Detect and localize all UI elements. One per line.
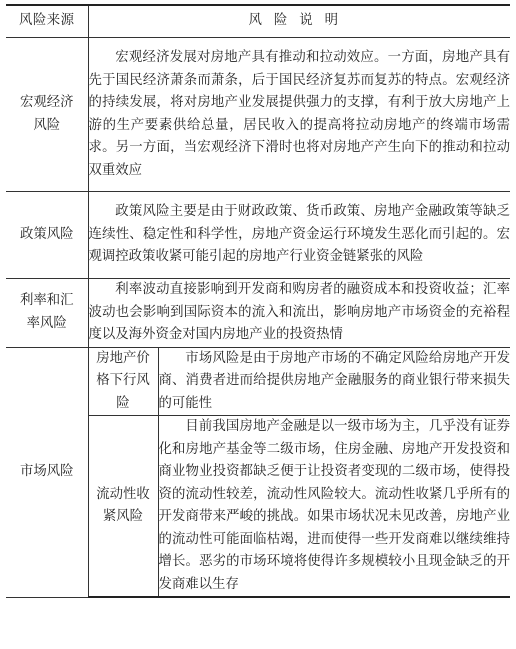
table-row — [6, 38, 510, 192]
sub-source-cell — [88, 347, 158, 416]
sub-description-cell: 目前我国房地产金融是以一级市场为主，几乎没有证券化和房地产基金等二级市场，住房金融、房地产开发投资和商业物业投资都缺乏便于让投资者变现的二级市场，使得投资的流动性较差，流动性风险较大。流动性收紧几乎所有的开发商带来严峻的挑战。如果市场状况未见改善，房地产业的流动性可能面临枯竭，进而使得一些开发商难以继续维持增长。恶劣的市场环境将使得许多规模较小且现金缺乏的开发商难以生存 — [158, 416, 510, 598]
source-cell — [6, 279, 88, 348]
source-label: 市场风险 — [19, 463, 74, 479]
sub-source-cell — [88, 416, 158, 598]
source-cell — [6, 347, 88, 597]
description-cell: 政策风险主要是由于财政政策、货币政策、房地产金融政策等缺乏连续性、稳定性和科学性，房地产资金运行环境发生恶化而引起的。宏观调控政策收紧可能引起的房地产行业资金链紧张的风险 — [88, 192, 510, 279]
table-row — [6, 347, 510, 416]
sub-source-label: 流动性收紧风险 — [96, 486, 150, 524]
table-row — [6, 279, 510, 348]
source-label: 利率和汇率风险 — [19, 293, 74, 331]
header-description: 风险说明 — [88, 5, 510, 38]
sub-source-label: 房地产价格下行风险 — [96, 350, 150, 411]
source-cell — [6, 38, 88, 192]
risk-table — [6, 4, 510, 598]
sub-description-cell: 市场风险是由于房地产市场的不确定风险给房地产开发商、消费者进而给提供房地产金融服务的商业银行带来损失的可能性 — [158, 347, 510, 416]
source-label: 政策风险 — [19, 226, 74, 242]
source-cell — [6, 192, 88, 279]
source-label: 宏观经济风险 — [19, 95, 74, 133]
header-source: 风险来源 — [6, 5, 88, 38]
table-row — [6, 192, 510, 279]
table-header-row — [6, 5, 510, 38]
description-cell: 宏观经济发展对房地产具有推动和拉动效应。一方面，房地产具有先于国民经济萧条而萧条，后于国民经济复苏而复苏的特点。宏观经济的持续发展，将对房地产业发展提供强力的支撑，有利于放大房地产上游的生产要素供给总量，居民收入的提高将拉动房地产的终端市场需求。另一方面，当宏观经济下滑时也将对房地产产生向下的推动和拉动双重效应 — [88, 38, 510, 192]
description-cell: 利率波动直接影响到开发商和购房者的融资成本和投资收益；汇率波动也会影响到国际资本的流入和流出，影响房地产市场资金的充裕程度以及海外资金对国内房地产业的投资热情 — [88, 279, 510, 348]
